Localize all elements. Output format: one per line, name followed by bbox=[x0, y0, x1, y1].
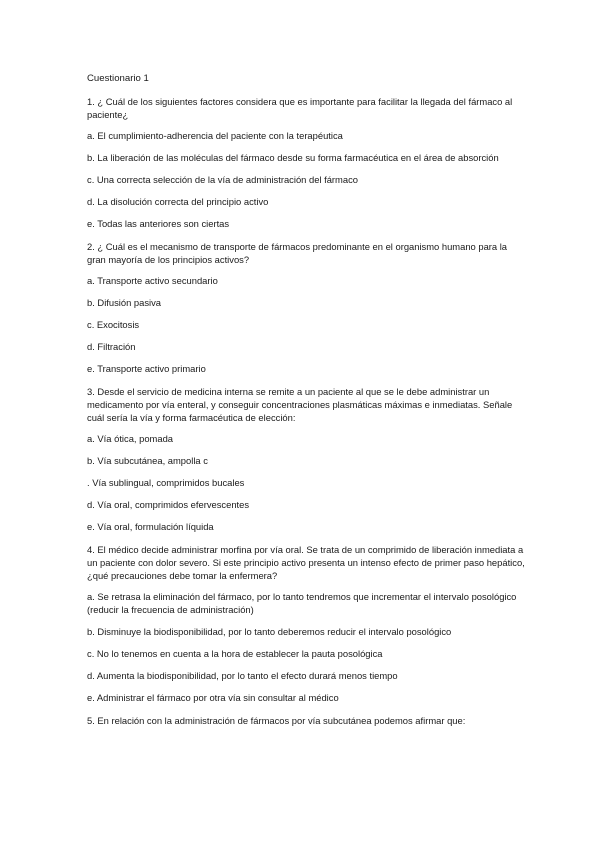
question-3-option-b: b. Vía subcutánea, ampolla c bbox=[87, 455, 208, 466]
question-2-option-d: d. Filtración bbox=[87, 341, 136, 352]
question-4-option-a: a. Se retrasa la eliminación del fármaco, por lo tanto tendremos que incrementar el intervalo posológico (reducir la frecuencia de administración) bbox=[87, 591, 517, 615]
question-1-option-d: d. La disolución correcta del principio activo bbox=[87, 196, 269, 207]
question-4-option-c: c. No lo tenemos en cuenta a la hora de establecer la pauta posológica bbox=[87, 648, 383, 659]
question-3-option-c: . Vía sublingual, comprimidos bucales bbox=[87, 477, 245, 488]
question-3-option-e: e. Vía oral, formulación líquida bbox=[87, 521, 214, 532]
question-1-option-b: b. La liberación de las moléculas del fármaco desde su forma farmacéutica en el área de absorción bbox=[87, 152, 499, 163]
question-2-option-c: c. Exocitosis bbox=[87, 319, 140, 330]
question-3-option-a: a. Vía ótica, pomada bbox=[87, 433, 173, 444]
question-3: 3. Desde el servicio de medicina interna se remite a un paciente al que se le debe administrar un medicamento por vía enteral, y conseguir concentraciones plasmáticas máximas e inmediatas. Señale cuál sería la vía y forma farmacéutica de elección: bbox=[87, 386, 513, 423]
question-1-option-a: a. El cumplimiento-adherencia del paciente con la terapéutica bbox=[87, 130, 343, 141]
document-content bbox=[87, 72, 527, 735]
question-2-option-e: e. Transporte activo primario bbox=[87, 363, 206, 374]
question-4-option-b: b. Disminuye la biodisponibilidad, por lo tanto deberemos reducir el intervalo posológico bbox=[87, 626, 452, 637]
question-2: 2. ¿ Cuál es el mecanismo de transporte de fármacos predominante en el organismo humano para la gran mayoría de los principios activos? bbox=[87, 241, 508, 265]
question-5: 5. En relación con la administración de fármacos por vía subcutánea podemos afirmar que: bbox=[87, 715, 466, 726]
question-2-option-a: a. Transporte activo secundario bbox=[87, 275, 218, 286]
question-4-option-d: d. Aumenta la biodisponibilidad, por lo tanto el efecto durará menos tiempo bbox=[87, 670, 398, 681]
question-1: 1. ¿ Cuál de los siguientes factores considera que es importante para facilitar la llegada del fármaco al paciente¿ bbox=[87, 96, 513, 120]
question-1-option-e: e. Todas las anteriores son ciertas bbox=[87, 218, 230, 229]
question-4: 4. El médico decide administrar morfina por vía oral. Se trata de un comprimido de liberación inmediata a un paciente con dolor severo. Si este principio activo presenta un intenso efecto de primer paso hepático, ¿qué precauciones debe tomar la enfermera? bbox=[87, 544, 525, 581]
question-3-option-d: d. Vía oral, comprimidos efervescentes bbox=[87, 499, 250, 510]
question-2-option-b: b. Difusión pasiva bbox=[87, 297, 161, 308]
question-4-option-e: e. Administrar el fármaco por otra vía sin consultar al médico bbox=[87, 692, 339, 703]
question-1-option-c: c. Una correcta selección de la vía de administración del fármaco bbox=[87, 174, 358, 185]
document-title: Cuestionario 1 bbox=[87, 73, 149, 84]
